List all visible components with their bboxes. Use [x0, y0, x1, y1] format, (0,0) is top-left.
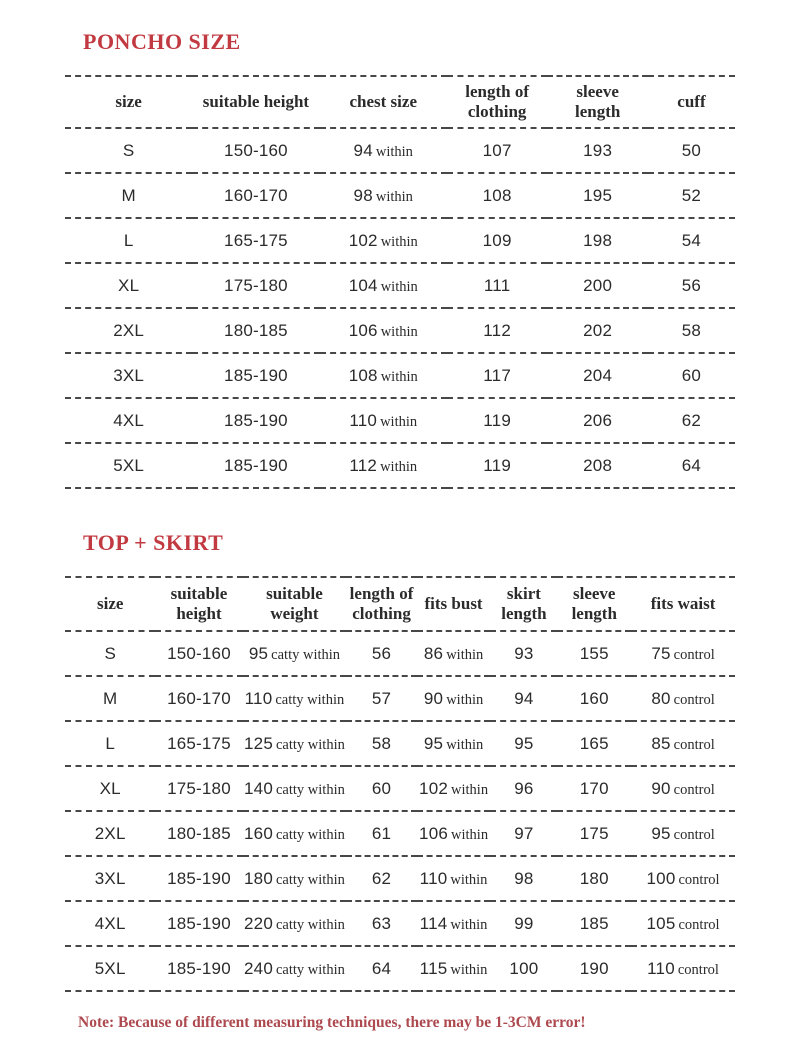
table-cell: 150-160	[167, 643, 231, 663]
table-cell: 185-190	[224, 410, 288, 430]
table-cell: 105 control	[646, 913, 720, 933]
table-cell: S	[122, 140, 135, 160]
table-cell: 98 within	[353, 185, 413, 205]
table-cell: 208	[583, 455, 613, 475]
table-cell: 50	[681, 140, 702, 160]
table-cell: 94	[514, 688, 534, 708]
column-header: cuff	[677, 92, 706, 111]
table-cell: S	[104, 643, 116, 663]
table-cell: 62	[371, 868, 392, 888]
table-row	[65, 128, 735, 173]
poncho-size-title: PONCHO SIZE	[83, 29, 241, 54]
table-row	[65, 766, 735, 811]
column-header: sleeve length	[571, 584, 617, 623]
table-row	[65, 308, 735, 353]
table-cell: 100 control	[646, 868, 720, 888]
table-cell: 75 control	[651, 643, 715, 663]
table-cell: 119	[483, 410, 511, 430]
table-cell: 115 within	[419, 958, 488, 978]
table-cell: 220 catty within	[244, 913, 345, 933]
table-row	[65, 946, 735, 991]
column-header: length of clothing	[349, 584, 414, 623]
table-cell: 114 within	[419, 913, 488, 933]
table-cell: 165	[579, 733, 609, 753]
table-cell: 165-175	[224, 230, 288, 250]
table-cell: 125 catty within	[244, 733, 345, 753]
table-cell: 107	[482, 140, 512, 160]
table-cell: 3XL	[113, 365, 145, 385]
table-cell: 111	[483, 275, 511, 295]
top-skirt-table-body	[65, 631, 735, 991]
table-cell: 86 within	[423, 643, 484, 663]
table-cell: 95 within	[423, 733, 484, 753]
table-cell: 170	[579, 778, 609, 798]
poncho-table-body	[65, 128, 735, 488]
table-cell: 102 within	[419, 778, 489, 798]
table-cell: 96	[514, 778, 534, 798]
table-cell: 180-185	[224, 320, 288, 340]
column-header: length of clothing	[465, 82, 530, 121]
table-cell: 90 within	[423, 688, 484, 708]
table-cell: 56	[371, 643, 392, 663]
column-header: suitable height	[170, 584, 228, 623]
table-cell: 4XL	[113, 410, 145, 430]
table-cell: 60	[681, 365, 702, 385]
top-skirt-table-header	[65, 577, 735, 631]
table-cell: 99	[514, 913, 534, 933]
column-header: suitable height	[202, 92, 310, 111]
table-cell: 117	[483, 365, 511, 385]
table-cell: 175	[579, 823, 609, 843]
table-cell: 108 within	[348, 365, 418, 385]
table-cell: 185-190	[167, 913, 231, 933]
table-cell: 112 within	[349, 455, 418, 475]
table-cell: 200	[583, 275, 613, 295]
table-cell: 175-180	[167, 778, 231, 798]
table-cell: 64	[371, 958, 392, 978]
table-cell: 58	[681, 320, 702, 340]
table-row	[65, 218, 735, 263]
column-header: suitable weight	[266, 584, 323, 623]
column-header: chest size	[349, 92, 417, 111]
table-cell: 110 catty within	[244, 688, 345, 708]
table-cell: 104 within	[348, 275, 418, 295]
table-cell: 54	[681, 230, 702, 250]
measurement-note: Note: Because of different measuring techniques, there may be 1-3CM error!	[78, 1014, 586, 1031]
poncho-size-table	[65, 75, 735, 489]
column-header: size	[115, 92, 142, 111]
table-cell: 102 within	[348, 230, 418, 250]
table-cell: 110 within	[349, 410, 418, 430]
table-cell: 110 control	[647, 958, 719, 978]
table-cell: 93	[514, 643, 534, 663]
table-cell: 62	[681, 410, 702, 430]
table-row	[65, 811, 735, 856]
table-cell: 160-170	[167, 688, 231, 708]
table-cell: 206	[583, 410, 613, 430]
table-cell: 109	[482, 230, 512, 250]
table-row	[65, 443, 735, 488]
table-cell: 180	[579, 868, 609, 888]
table-cell: 98	[514, 868, 534, 888]
table-cell: 85 control	[651, 733, 715, 753]
table-cell: 108	[482, 185, 512, 205]
table-cell: 95	[514, 733, 534, 753]
table-cell: 119	[483, 455, 511, 475]
top-skirt-title: TOP + SKIRT	[83, 530, 224, 555]
table-cell: 202	[583, 320, 613, 340]
table-cell: 61	[371, 823, 392, 843]
table-cell: 94 within	[353, 140, 413, 160]
column-header: fits bust	[424, 594, 483, 613]
table-cell: 97	[514, 823, 534, 843]
table-cell: 5XL	[113, 455, 145, 475]
table-cell: 240 catty within	[244, 958, 345, 978]
table-cell: 198	[583, 230, 613, 250]
table-cell: 160 catty within	[244, 823, 345, 843]
table-cell: 106 within	[348, 320, 418, 340]
table-cell: 64	[681, 455, 702, 475]
table-cell: 56	[681, 275, 702, 295]
table-cell: 95 control	[651, 823, 715, 843]
table-cell: 100	[509, 958, 539, 978]
header-row	[65, 76, 735, 128]
table-row	[65, 721, 735, 766]
table-cell: 150-160	[224, 140, 288, 160]
table-cell: 160	[579, 688, 609, 708]
table-cell: 57	[371, 688, 392, 708]
table-cell: 204	[583, 365, 613, 385]
table-cell: 5XL	[94, 958, 126, 978]
table-cell: 185-190	[167, 868, 231, 888]
column-header: sleeve length	[574, 82, 621, 121]
header-row	[65, 577, 735, 631]
table-row	[65, 173, 735, 218]
table-cell: 180-185	[167, 823, 231, 843]
table-cell: 110 within	[419, 868, 488, 888]
table-row	[65, 676, 735, 721]
table-cell: 52	[681, 185, 702, 205]
poncho-table-header	[65, 76, 735, 128]
table-cell: 180 catty within	[244, 868, 345, 888]
table-cell: L	[123, 230, 134, 250]
column-header: fits waist	[650, 594, 716, 613]
column-header: skirt length	[501, 584, 547, 623]
table-cell: 165-175	[167, 733, 231, 753]
table-cell: 185	[579, 913, 609, 933]
table-cell: M	[121, 185, 136, 205]
table-cell: 193	[583, 140, 613, 160]
table-cell: 80 control	[651, 688, 715, 708]
table-row	[65, 263, 735, 308]
table-cell: 140 catty within	[244, 778, 345, 798]
table-cell: 185-190	[224, 455, 288, 475]
table-cell: 2XL	[94, 823, 126, 843]
table-cell: 4XL	[94, 913, 126, 933]
table-cell: 160-170	[224, 185, 288, 205]
table-cell: 155	[579, 643, 609, 663]
top-skirt-table	[65, 576, 735, 992]
table-cell: 185-190	[167, 958, 231, 978]
table-row	[65, 398, 735, 443]
table-cell: XL	[118, 275, 140, 295]
table-cell: L	[105, 733, 116, 753]
table-cell: 60	[371, 778, 392, 798]
table-cell: 195	[583, 185, 613, 205]
table-row	[65, 353, 735, 398]
table-cell: 185-190	[224, 365, 288, 385]
table-row	[65, 631, 735, 676]
table-row	[65, 901, 735, 946]
table-cell: 112	[483, 320, 511, 340]
table-cell: XL	[99, 778, 121, 798]
table-cell: 2XL	[113, 320, 145, 340]
table-cell: 95 catty within	[248, 643, 341, 663]
column-header: size	[97, 594, 124, 613]
table-cell: 63	[371, 913, 392, 933]
table-cell: 190	[579, 958, 609, 978]
table-cell: 3XL	[94, 868, 126, 888]
table-cell: 90 control	[651, 778, 715, 798]
table-cell: 175-180	[224, 275, 288, 295]
table-cell: 106 within	[419, 823, 489, 843]
table-row	[65, 856, 735, 901]
table-cell: M	[103, 688, 118, 708]
table-cell: 58	[371, 733, 392, 753]
